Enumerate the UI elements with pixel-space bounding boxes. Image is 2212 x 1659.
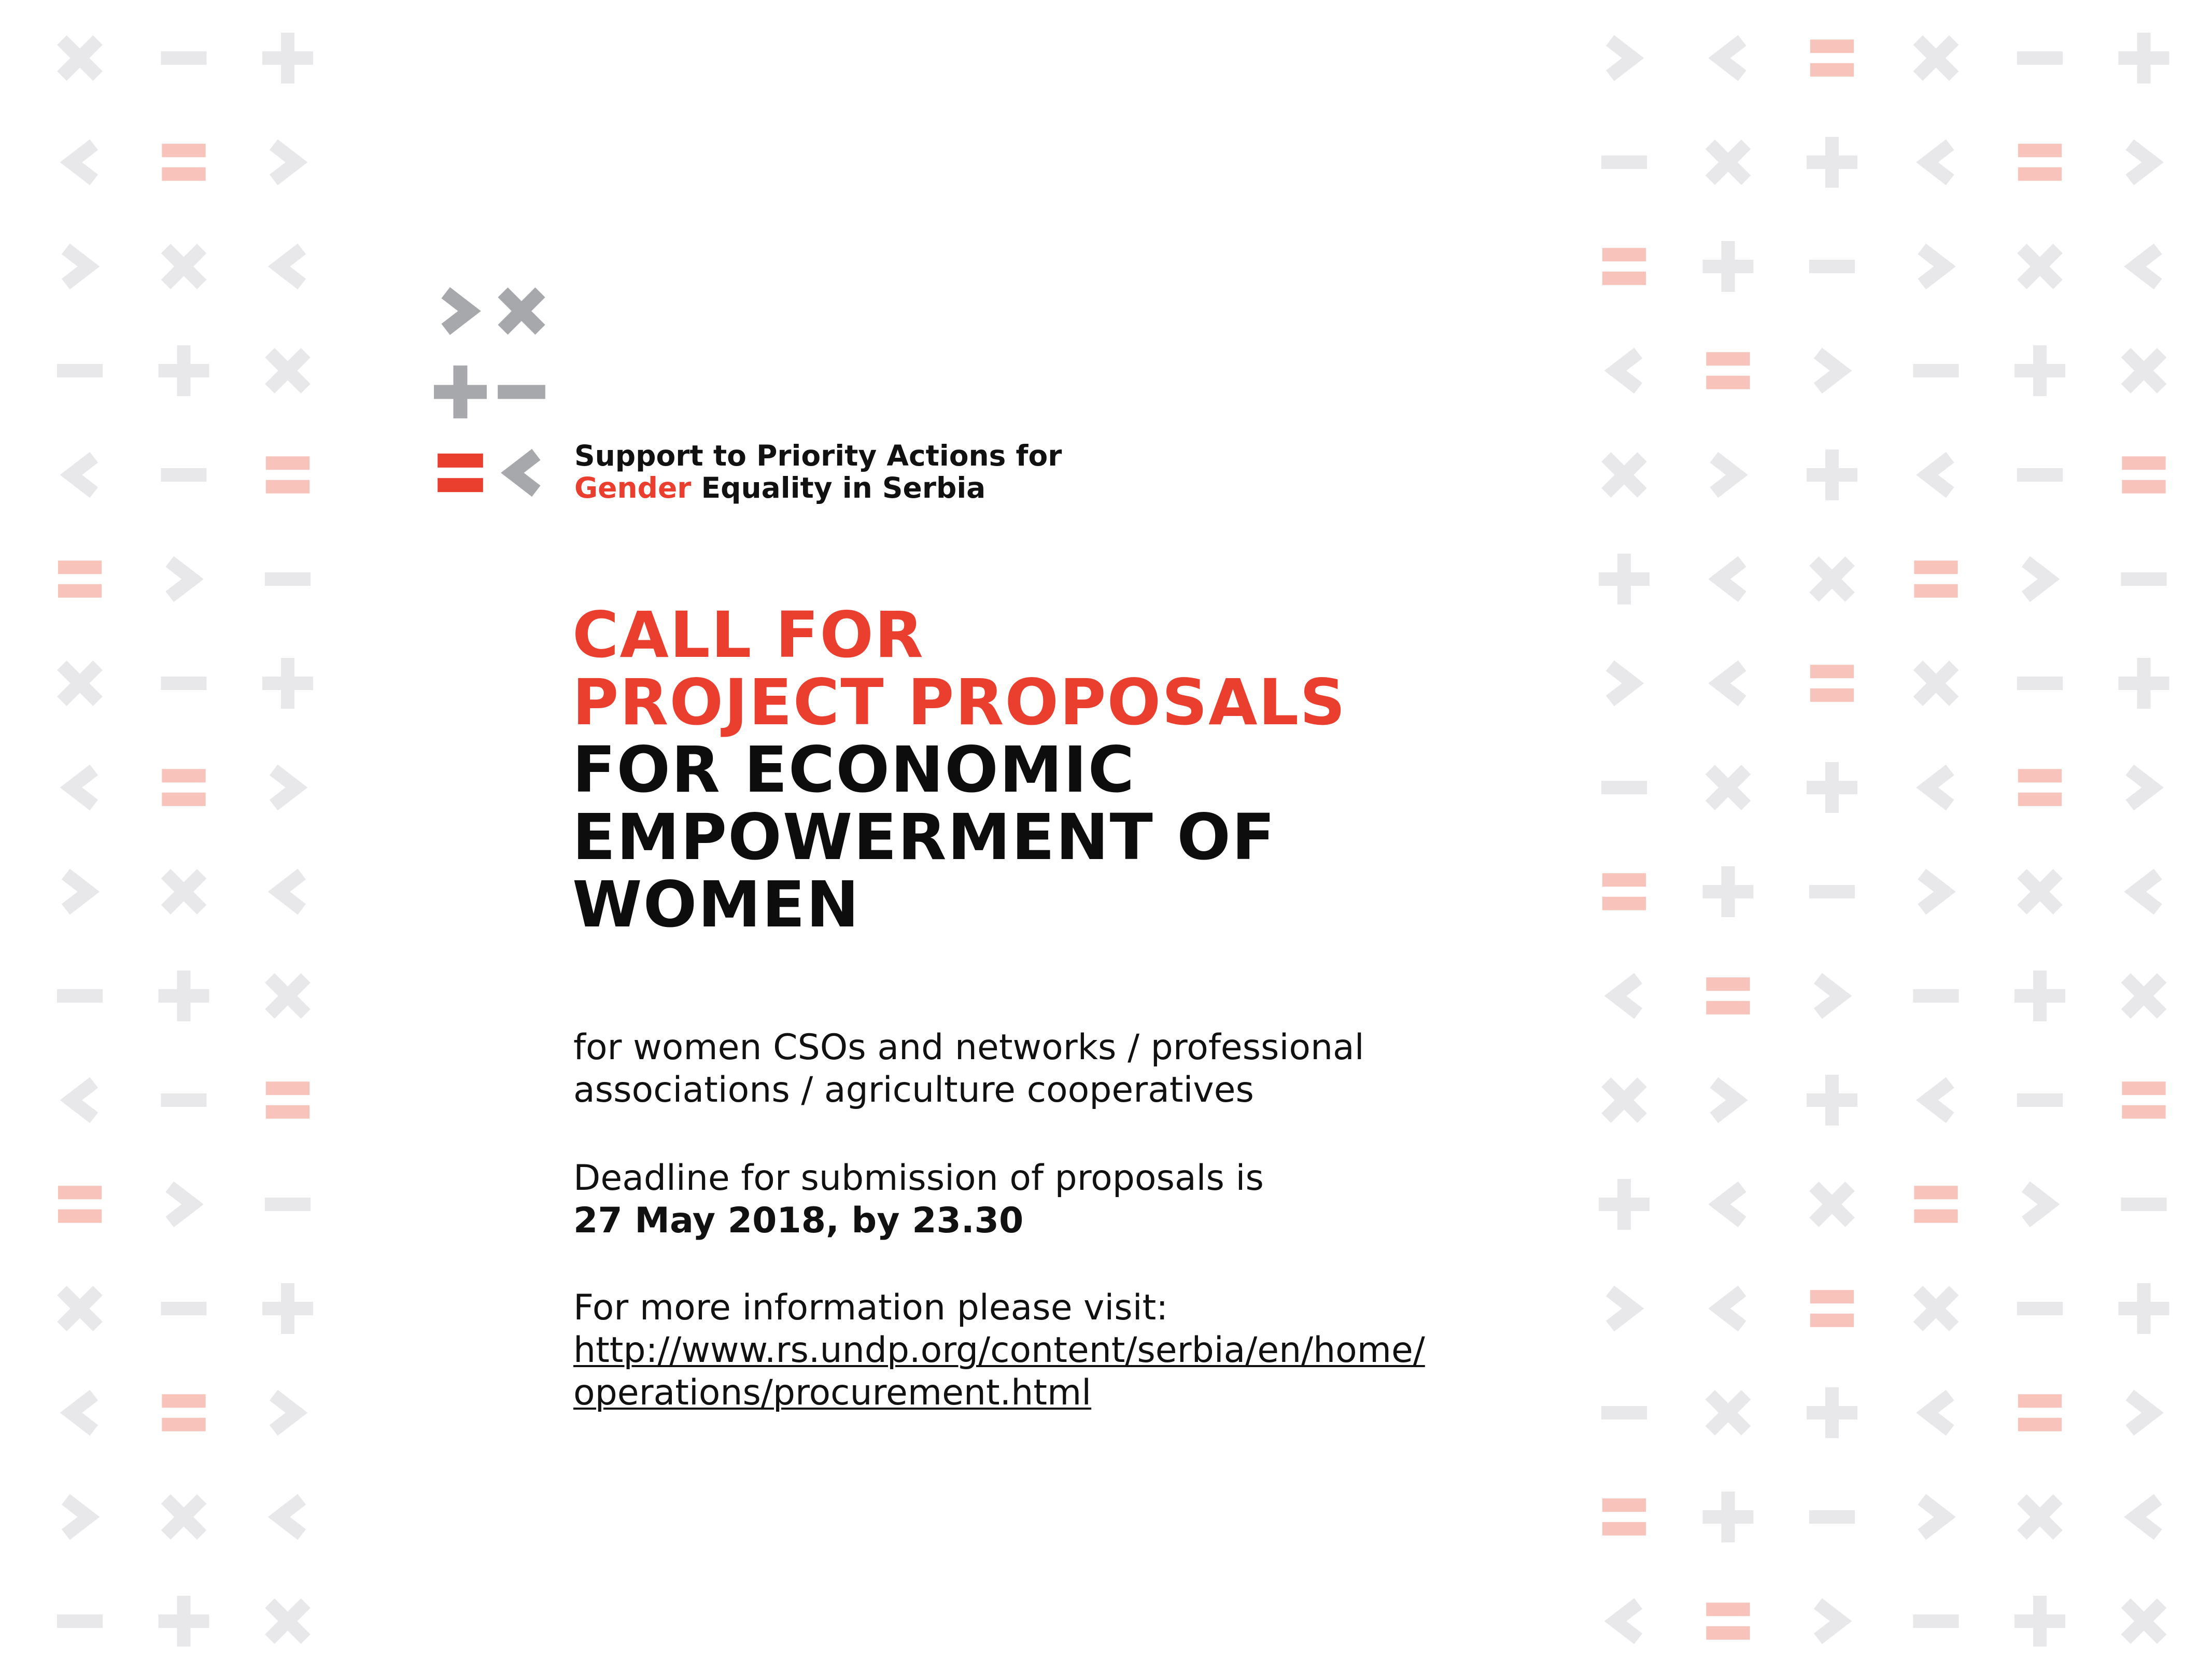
minus-icon: [1809, 885, 1855, 898]
chevron-right-icon: [274, 145, 297, 180]
minus-icon: [57, 364, 103, 377]
minus-icon: [1601, 156, 1647, 169]
chevron-left-icon: [1927, 770, 1950, 805]
plus-icon: [1703, 241, 1754, 292]
equals-icon: [1602, 1498, 1646, 1536]
times-icon: [1913, 660, 1959, 706]
chevron-left-icon: [1927, 1082, 1950, 1118]
chevron-right-icon: [1714, 457, 1737, 493]
times-icon: [265, 973, 311, 1019]
times-icon: [2121, 1598, 2167, 1644]
chevron-left-icon: [71, 770, 94, 805]
chevron-right-icon: [2130, 1395, 2152, 1430]
equals-icon: [1810, 665, 1854, 702]
plus-icon: [1807, 449, 1857, 500]
minus-icon: [2017, 1302, 2063, 1315]
plus-icon: [2119, 1283, 2169, 1334]
minus-icon: [57, 989, 103, 1003]
chevron-left-icon: [1720, 666, 1742, 701]
chevron-right-icon: [1818, 353, 1841, 388]
minus-icon: [1601, 1406, 1647, 1419]
times-icon: [2121, 973, 2167, 1019]
equals-icon: [162, 144, 205, 181]
chevron-left-icon: [279, 249, 302, 284]
plus-icon: [434, 365, 487, 418]
chevron-left-icon: [2135, 874, 2158, 909]
times-icon: [57, 35, 103, 81]
equals-icon: [1706, 352, 1750, 389]
chevron-right-icon: [274, 1395, 297, 1430]
minus-icon: [1809, 1510, 1855, 1524]
logo-line-2: [574, 472, 1062, 504]
deadline-text: [573, 1157, 1264, 1242]
equals-icon: [1602, 873, 1646, 910]
times-icon: [498, 287, 545, 334]
info-link-line-1[interactable]: http://www.rs.undp.org/content/serbia/en/home/: [573, 1330, 1425, 1371]
times-icon: [265, 1598, 311, 1644]
equals-icon: [58, 1186, 102, 1223]
plus-icon: [2014, 1596, 2065, 1647]
chevron-right-icon: [66, 1499, 89, 1535]
chevron-right-icon: [2130, 145, 2152, 180]
chevron-left-icon: [1927, 457, 1950, 493]
minus-icon: [265, 572, 311, 586]
chevron-right-icon: [1818, 1604, 1841, 1639]
equals-icon: [162, 1394, 205, 1431]
deadline-date: 27 May 2018, by 23.30: [573, 1200, 1024, 1241]
logo-line-2-rest: Equality in Serbia: [691, 471, 986, 504]
audience-line: for women CSOs and networks / professional: [573, 1027, 1364, 1068]
headline: [572, 598, 1347, 941]
equals-icon: [162, 769, 205, 806]
equals-icon: [58, 560, 102, 598]
chevron-right-icon: [2026, 561, 2049, 597]
equals-icon: [2122, 1081, 2165, 1119]
minus-icon: [2017, 468, 2063, 482]
equals-icon: [438, 454, 483, 492]
headline-line: PROJECT PROPOSALS: [572, 666, 1347, 739]
chevron-right-icon: [1610, 666, 1633, 701]
chevron-left-icon: [1720, 561, 1742, 597]
times-icon: [265, 348, 311, 393]
chevron-left-icon: [279, 874, 302, 909]
headline-line: CALL FOR: [572, 598, 924, 672]
chevron-left-icon: [1720, 40, 1742, 76]
chevron-right-icon: [170, 1187, 192, 1222]
minus-icon: [161, 1302, 206, 1315]
chevron-left-icon: [1927, 145, 1950, 180]
chevron-right-icon: [1922, 874, 1945, 909]
info-text: [573, 1287, 1425, 1414]
plus-icon: [2119, 658, 2169, 709]
minus-icon: [2017, 51, 2063, 65]
minus-icon: [2121, 572, 2166, 586]
info-link-line-2[interactable]: operations/procurement.html: [573, 1372, 1092, 1413]
times-icon: [161, 1494, 207, 1540]
chevron-left-icon: [1615, 353, 1638, 388]
chevron-left-icon: [279, 1499, 302, 1535]
plus-icon: [1703, 1492, 1754, 1542]
minus-icon: [265, 1198, 311, 1211]
headline-line: WOMEN: [572, 868, 861, 941]
equals-icon: [2018, 144, 2062, 181]
plus-icon: [2119, 33, 2169, 83]
plus-icon: [1807, 762, 1857, 813]
equals-icon: [1602, 248, 1646, 285]
chevron-left-icon: [71, 1395, 94, 1430]
plus-icon: [262, 33, 313, 83]
chevron-left-icon: [71, 457, 94, 493]
plus-icon: [1807, 1075, 1857, 1126]
chevron-right-icon: [66, 249, 89, 284]
chevron-right-icon: [1610, 40, 1633, 76]
chevron-left-icon: [1720, 1187, 1742, 1222]
deadline-intro: Deadline for submission of proposals is: [573, 1158, 1264, 1199]
times-icon: [1706, 139, 1751, 185]
plus-icon: [262, 1283, 313, 1334]
plus-icon: [1599, 1179, 1650, 1230]
minus-icon: [1601, 781, 1647, 794]
chevron-right-icon: [170, 561, 192, 597]
times-icon: [1706, 1390, 1751, 1436]
equals-icon: [1706, 977, 1750, 1015]
chevron-right-icon: [1610, 1291, 1633, 1326]
chevron-left-icon: [2135, 1499, 2158, 1535]
minus-icon: [1809, 260, 1855, 273]
chevron-right-icon: [274, 770, 297, 805]
minus-icon: [161, 51, 206, 65]
times-icon: [161, 869, 207, 915]
times-icon: [1913, 35, 1959, 81]
logo-text: [574, 440, 1062, 504]
times-icon: [1913, 1286, 1959, 1331]
times-icon: [2017, 869, 2063, 915]
plus-icon: [159, 1596, 209, 1647]
plus-icon: [1807, 1387, 1857, 1438]
headline-line: FOR ECONOMIC: [572, 733, 1136, 807]
times-icon: [57, 660, 103, 706]
equals-icon: [1914, 1186, 1957, 1223]
equals-icon: [266, 1081, 309, 1119]
audience-line: associations / agriculture cooperatives: [573, 1070, 1254, 1110]
times-icon: [1809, 556, 1855, 602]
chevron-left-icon: [71, 1082, 94, 1118]
minus-icon: [161, 1093, 206, 1107]
chevron-right-icon: [66, 874, 89, 909]
times-icon: [1706, 765, 1751, 810]
times-icon: [2017, 1494, 2063, 1540]
equals-icon: [1914, 560, 1957, 598]
logo-mark: [429, 284, 554, 504]
times-icon: [1601, 452, 1647, 498]
info-intro: For more information please visit:: [573, 1287, 1168, 1328]
equals-icon: [2122, 456, 2165, 494]
equals-icon: [266, 456, 309, 494]
audience-text: [573, 1027, 1364, 1112]
chevron-left-icon: [1615, 978, 1638, 1014]
chevron-left-icon: [71, 145, 94, 180]
minus-icon: [2017, 1093, 2063, 1107]
equals-icon: [1810, 1290, 1854, 1327]
minus-icon: [2121, 1198, 2166, 1211]
times-icon: [161, 244, 207, 289]
times-icon: [2017, 244, 2063, 289]
equals-icon: [2018, 769, 2062, 806]
plus-icon: [2014, 971, 2065, 1021]
chevron-right-icon: [1818, 978, 1841, 1014]
equals-icon: [2018, 1394, 2062, 1431]
minus-icon: [161, 468, 206, 482]
plus-icon: [159, 345, 209, 396]
chevron-right-icon: [446, 293, 470, 330]
chevron-right-icon: [2130, 770, 2152, 805]
chevron-left-icon: [1615, 1604, 1638, 1639]
minus-icon: [498, 385, 545, 399]
logo-line-1: Support to Priority Actions for: [574, 439, 1062, 472]
times-icon: [1809, 1182, 1855, 1227]
minus-icon: [1913, 1614, 1959, 1628]
minus-icon: [1913, 364, 1959, 377]
plus-icon: [262, 658, 313, 709]
logo-accent-word: Gender: [574, 471, 692, 504]
plus-icon: [2014, 345, 2065, 396]
chevron-left-icon: [1720, 1291, 1742, 1326]
plus-icon: [1599, 554, 1650, 604]
headline-line: EMPOWERMENT OF: [572, 800, 1276, 874]
chevron-right-icon: [1714, 1082, 1737, 1118]
plus-icon: [1807, 137, 1857, 188]
chevron-left-icon: [512, 455, 536, 491]
minus-icon: [57, 1614, 103, 1628]
chevron-left-icon: [2135, 249, 2158, 284]
minus-icon: [1913, 989, 1959, 1003]
minus-icon: [2017, 677, 2063, 690]
minus-icon: [161, 677, 206, 690]
chevron-right-icon: [1922, 249, 1945, 284]
plus-icon: [159, 971, 209, 1021]
chevron-right-icon: [1922, 1499, 1945, 1535]
equals-icon: [1810, 39, 1854, 77]
equals-icon: [1706, 1602, 1750, 1640]
times-icon: [1601, 1077, 1647, 1123]
times-icon: [57, 1286, 103, 1331]
plus-icon: [1703, 866, 1754, 917]
chevron-left-icon: [1927, 1395, 1950, 1430]
chevron-right-icon: [2026, 1187, 2049, 1222]
times-icon: [2121, 348, 2167, 393]
